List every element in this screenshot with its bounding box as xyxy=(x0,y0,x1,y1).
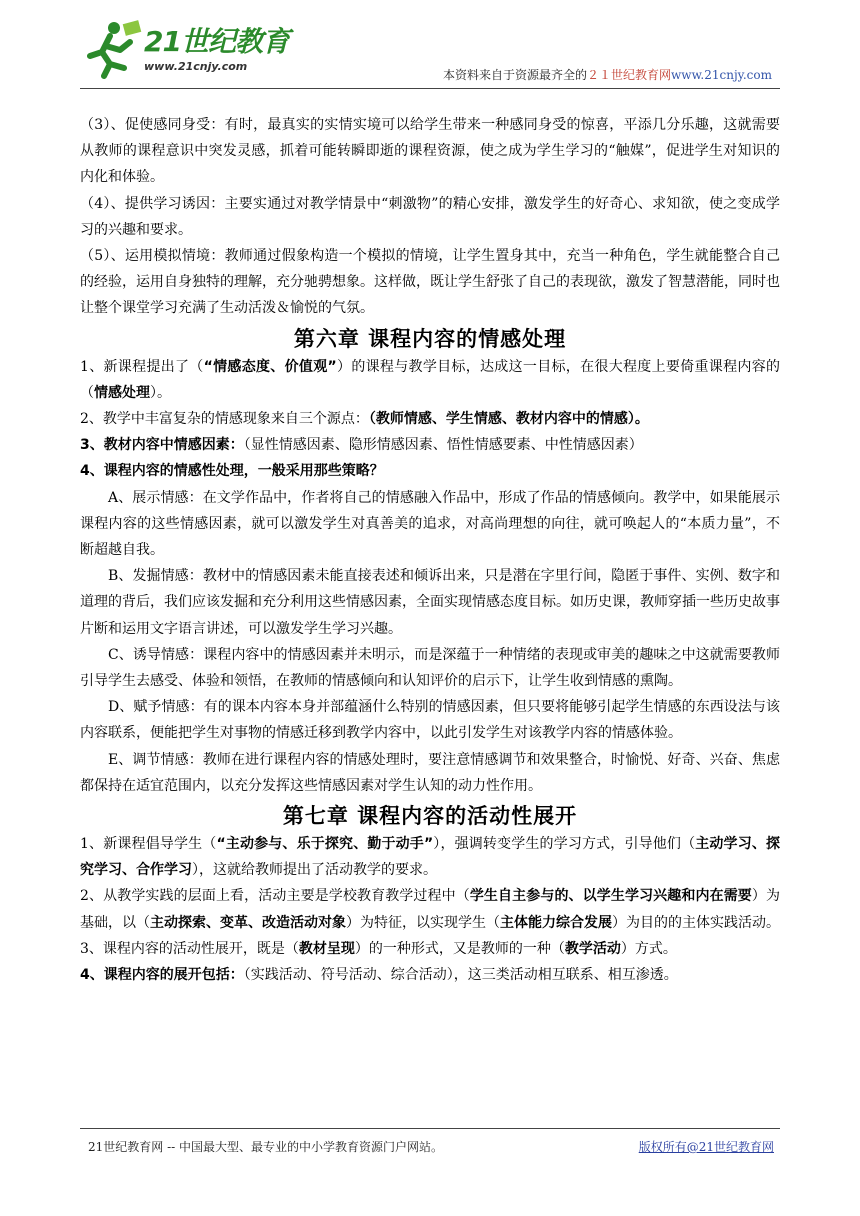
strategy-item: B、发掘情感：教材中的情感因素未能直接表述和倾诉出来，只是潜在字里行间，隐匿于事件、实例、数字和道理的背后，我们应该发掘和充分利用这些情感因素，全面实现情感态度目标。如历史课，教师穿插一些历史故事片断和运用文字语言讲述，可以激发学生学习兴趣。 xyxy=(80,568,780,637)
paragraph: （5）、运用模拟情境：教师通过假象构造一个模拟的情境，让学生置身其中，充当一种角色，学生就能整合自己的经验，运用自身独特的理解，充分驰骋想象。这样做，既让学生舒张了自己的表现欲，激发了智慧潜能，同时也让整个课堂学习充满了生动活泼＆愉悦的气氛。 xyxy=(80,248,780,317)
chapter-title: 第七章 课程内容的活动性展开 xyxy=(282,804,578,829)
list-item: 2、教学中丰富复杂的情感现象来自三个源点：（教师情感、学生情感、教材内容中的情感）。 xyxy=(80,411,649,428)
list-item: 4、课程内容的情感性处理，一般采用那些策略？ xyxy=(80,463,384,480)
header-source-url[interactable]: www.21cnjy.com xyxy=(671,68,772,82)
footer-text: 21世纪教育网 -- 中国最大型、最专业的中小学教育资源门户网站。 xyxy=(88,1140,444,1154)
list-item: 3、课程内容的活动性展开，既是（教材呈现）的一种形式，又是教师的一种（教学活动）方式。 xyxy=(80,940,677,957)
strategy-item: A、展示情感：在文学作品中，作者将自己的情感融入作品中，形成了作品的情感倾向。教学中，如果能展示课程内容的这些情感因素，就可以激发学生对真善美的追求，对高尚理想的向往，就可唤起人的“本质力量”，不断超越自我。 xyxy=(80,489,780,559)
logo-url: www.21cnjy.com xyxy=(144,60,248,73)
chapter-title: 第六章 课程内容的情感处理 xyxy=(293,326,567,351)
header-source-site: ２１世纪教育网 xyxy=(587,68,672,82)
site-logo[interactable] xyxy=(80,14,300,84)
footer-divider xyxy=(80,1128,780,1129)
running-figure-icon xyxy=(80,16,144,80)
document-body xyxy=(80,112,780,988)
page-header xyxy=(80,14,780,88)
strategy-item: D、赋予情感：有的课本内容本身并部蕴涵什么特别的情感因素，但只要将能够引起学生情感的东西设法与该内容联系，便能把学生对事物的情感迁移到教学内容中，以此引发学生对该教学内容的情感体验。 xyxy=(80,699,780,742)
list-item: 3、教材内容中情感因素：（显性情感因素、隐形情感因素、悟性情感要素、中性情感因素） xyxy=(80,437,643,454)
list-item: 4、课程内容的展开包括：（实践活动、符号活动、综合活动），这三类活动相互联系、相互渗透。 xyxy=(80,967,678,984)
list-item: 1、新课程提出了（“情感态度、价值观”）的课程与教学目标，达成这一目标，在很大程度上要倚重课程内容的（情感处理）。 xyxy=(80,358,780,401)
paragraph: （4）、提供学习诱因：主要实通过对教学情景中“刺激物”的精心安排，激发学生的好奇心、求知欲，使之变成学习的兴趣和要求。 xyxy=(80,195,780,238)
list-item: 2、从教学实践的层面上看，活动主要是学校教育教学过程中（学生自主参与的、以学生学习兴趣和内在需要）为基础，以（主动探索、变革、改造活动对象）为特征，以实现学生（主体能力综合发展）为目的的主体实践活动。 xyxy=(80,888,781,931)
strategy-item: E、调节情感：教师在进行课程内容的情感处理时，要注意情感调节和效果整合，时愉悦、好奇、兴奋、焦虑都保持在适宜范围内，以充分发挥这些情感因素对学生认知的动力性作用。 xyxy=(80,751,780,794)
strategy-item: C、诱导情感：课程内容中的情感因素并未明示，而是深蕴于一种情绪的表现或审美的趣味之中这就需要教师引导学生去感受、体验和领悟，在教师的情感倾向和认知评价的启示下，让学生收到情感的熏陶。 xyxy=(80,646,780,690)
logo-text: 21世纪教育 xyxy=(144,25,289,58)
header-source xyxy=(443,66,772,83)
list-item: 1、新课程倡导学生（“主动参与、乐于探究、勤于动手”），强调转变学生的学习方式，引导他们（主动学习、探究学习、合作学习），这就给教师提出了活动教学的要求。 xyxy=(80,836,781,879)
header-source-prefix: 本资料来自于资源最齐全的 xyxy=(443,68,588,82)
paragraph: （3）、促使感同身受：有时，最真实的实情实境可以给学生带来一种感同身受的惊喜，平添几分乐趣，这就需要从教师的课程意识中突发灵感，抓着可能转瞬即逝的课程资源，使之成为学生学习的“触媒”，促进学生对知识的内化和体验。 xyxy=(80,117,780,186)
header-divider xyxy=(80,88,780,89)
copyright-link[interactable]: 版权所有@21世纪教育网 xyxy=(638,1140,774,1154)
